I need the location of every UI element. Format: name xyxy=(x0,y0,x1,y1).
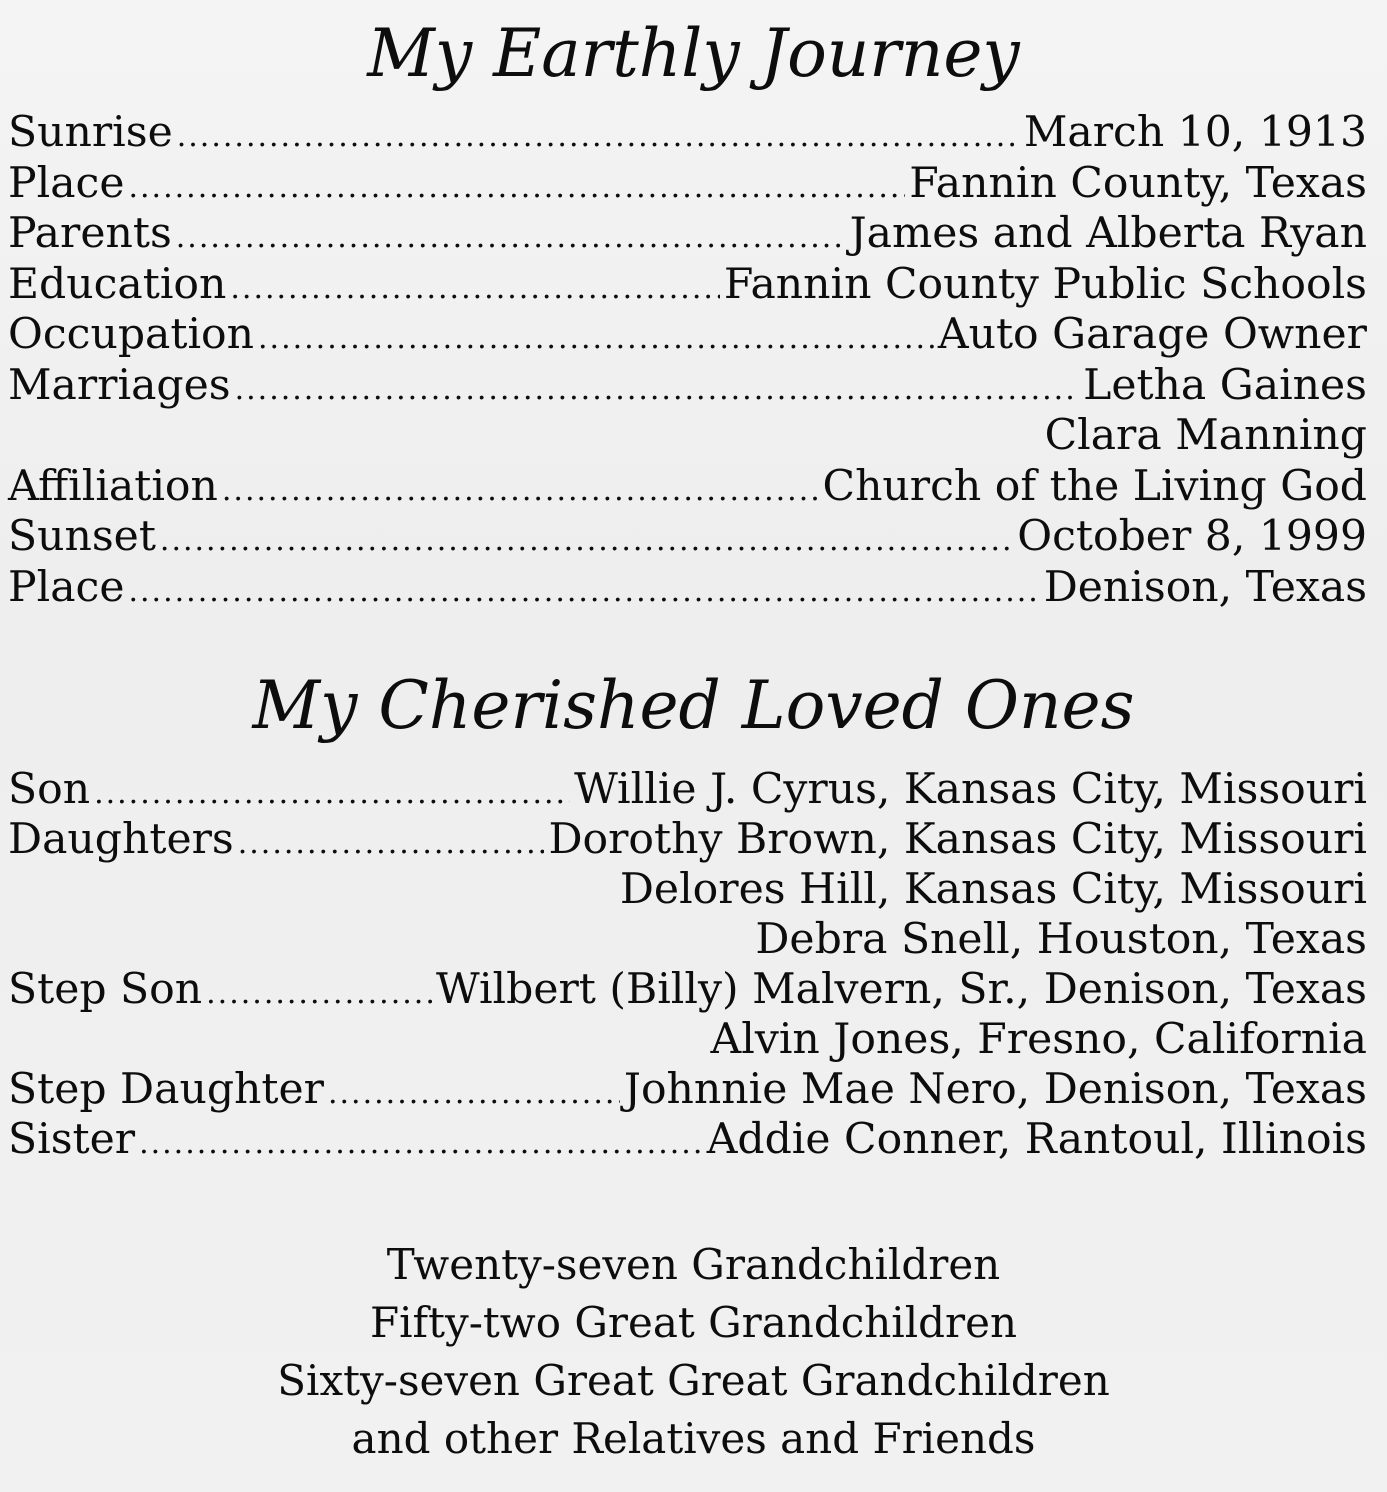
earthly-journey-list xyxy=(8,108,1367,613)
dot-leader xyxy=(235,365,1080,415)
dot-leader xyxy=(176,213,846,263)
dot-leader xyxy=(177,112,1020,162)
dot-leader xyxy=(160,516,1013,566)
family-row-step-son xyxy=(8,965,1367,1015)
row-label: Occupation xyxy=(8,310,254,359)
journey-row-education xyxy=(8,260,1367,311)
closing-line-grandchildren: Twenty-seven Grandchildren xyxy=(386,1240,1001,1289)
row-label: Marriages xyxy=(8,360,231,410)
family-row-daughters xyxy=(8,815,1367,865)
row-value: Debra Snell, Houston, Texas xyxy=(755,915,1367,964)
row-label: Sister xyxy=(8,1115,136,1164)
closing-line-relatives-friends: and other Relatives and Friends xyxy=(351,1414,1036,1463)
row-value: Alvin Jones, Fresno, California xyxy=(710,1015,1367,1064)
dot-leader xyxy=(94,769,570,819)
row-label: Education xyxy=(8,259,227,309)
row-value: Wilbert (Billy) Malvern, Sr., Denison, Texas xyxy=(436,965,1367,1014)
closing-line-great-grandchildren: Fifty-two Great Grandchildren xyxy=(369,1298,1018,1347)
family-row-step-daughter xyxy=(8,1065,1367,1115)
dot-leader xyxy=(238,819,545,869)
row-label: Sunrise xyxy=(8,108,173,157)
dot-leader xyxy=(139,1119,703,1169)
cherished-loved-ones-heading: My Cherished Loved Ones xyxy=(252,667,1135,744)
row-label: Parents xyxy=(8,209,172,258)
journey-row-sunrise xyxy=(8,108,1367,159)
row-label: Sunset xyxy=(8,512,156,561)
journey-row-sunset xyxy=(8,512,1367,563)
dot-leader xyxy=(206,969,432,1019)
row-value: March 10, 1913 xyxy=(1023,108,1367,157)
row-value: Clara Manning xyxy=(1044,411,1367,460)
family-row-son xyxy=(8,765,1367,815)
journey-row-marriages xyxy=(8,361,1367,412)
journey-row-marriages-continued xyxy=(8,411,1367,462)
row-value: Denison, Texas xyxy=(1043,562,1367,612)
row-value: October 8, 1999 xyxy=(1017,512,1367,561)
row-value: Willie J. Cyrus, Kansas City, Missouri xyxy=(574,765,1367,814)
dot-leader xyxy=(258,314,934,364)
row-value: Church of the Living God xyxy=(822,461,1367,511)
family-row-sister xyxy=(8,1115,1367,1165)
row-label: Affiliation xyxy=(8,461,218,511)
earthly-journey-heading: My Earthly Journey xyxy=(367,15,1020,92)
dot-leader xyxy=(222,466,819,516)
family-row-daughters-continued-1 xyxy=(8,865,1367,915)
journey-row-place-birth xyxy=(8,159,1367,210)
family-row-step-son-continued xyxy=(8,1015,1367,1065)
dot-leader xyxy=(230,264,719,314)
row-value: Dorothy Brown, Kansas City, Missouri xyxy=(548,815,1367,864)
journey-row-place-death xyxy=(8,563,1367,614)
row-value: Delores Hill, Kansas City, Missouri xyxy=(619,865,1367,914)
row-label: Daughters xyxy=(8,815,234,864)
row-label: Step Daughter xyxy=(8,1065,324,1114)
row-value: Fannin County, Texas xyxy=(909,158,1367,208)
row-value: Fannin County Public Schools xyxy=(723,259,1367,309)
row-value: Letha Gaines xyxy=(1083,360,1367,410)
row-label: Son xyxy=(8,765,91,814)
cherished-loved-ones-list xyxy=(8,765,1367,1165)
dot-leader xyxy=(328,1069,620,1119)
journey-row-parents xyxy=(8,209,1367,260)
journey-row-occupation xyxy=(8,310,1367,361)
row-value: Addie Conner, Rantoul, Illinois xyxy=(706,1115,1367,1164)
row-label: Place xyxy=(8,158,125,208)
closing-statement xyxy=(0,1236,1387,1468)
row-value: James and Alberta Ryan xyxy=(849,209,1367,258)
family-row-daughters-continued-2 xyxy=(8,915,1367,965)
journey-row-affiliation xyxy=(8,462,1367,513)
row-label: Step Son xyxy=(8,965,203,1014)
row-value: Auto Garage Owner xyxy=(937,310,1367,359)
dot-leader xyxy=(128,567,1039,617)
row-value: Johnnie Mae Nero, Denison, Texas xyxy=(623,1065,1367,1114)
dot-leader xyxy=(128,163,905,213)
closing-line-great-great-grandchildren: Sixty-seven Great Great Grandchildren xyxy=(277,1356,1110,1405)
row-label: Place xyxy=(8,562,125,612)
